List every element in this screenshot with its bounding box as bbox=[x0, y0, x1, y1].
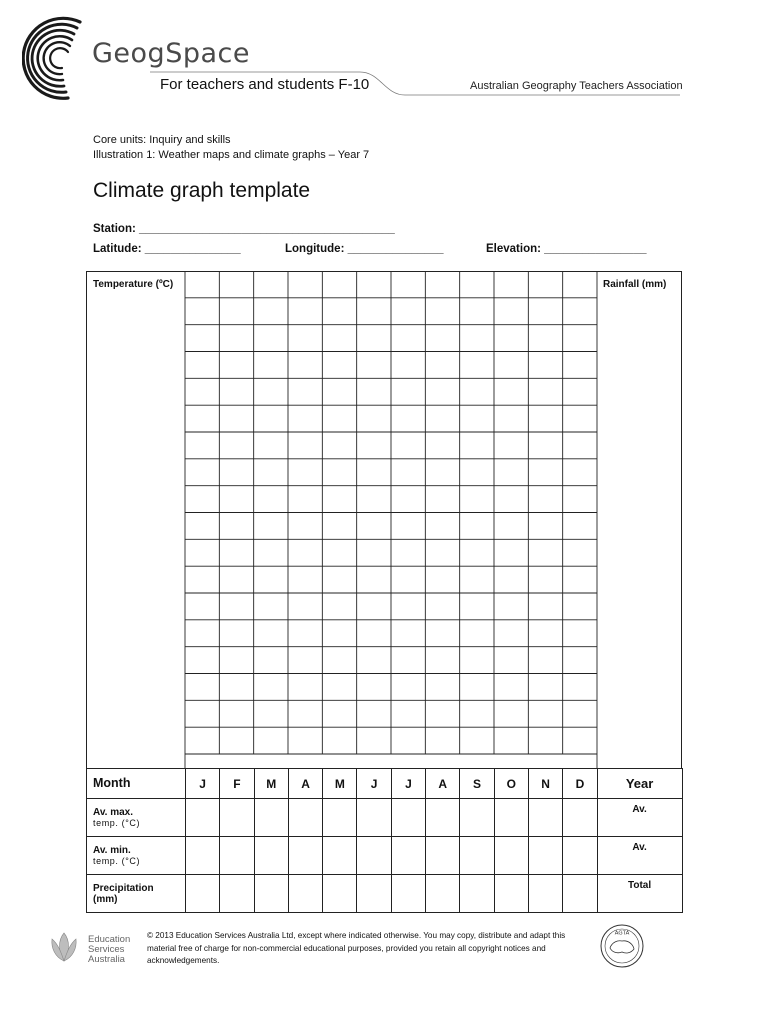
climate-data-table bbox=[86, 768, 683, 913]
data-entry-cell[interactable] bbox=[323, 837, 357, 875]
data-entry-cell[interactable] bbox=[220, 875, 254, 913]
month-cell: J bbox=[391, 769, 425, 799]
row-label-sub: temp. (°C) bbox=[93, 855, 141, 866]
data-entry-cell[interactable] bbox=[391, 875, 425, 913]
data-entry-cell[interactable] bbox=[460, 799, 494, 837]
data-entry-cell[interactable] bbox=[254, 875, 288, 913]
data-entry-cell[interactable] bbox=[528, 799, 562, 837]
row-label bbox=[87, 799, 186, 837]
geogspace-logo-icon bbox=[22, 14, 84, 102]
data-entry-cell[interactable] bbox=[220, 799, 254, 837]
data-entry-cell[interactable] bbox=[323, 875, 357, 913]
row-label-main: Precipitation bbox=[93, 882, 154, 894]
data-entry-cell[interactable] bbox=[288, 837, 322, 875]
station-field[interactable]: Station: ________________________________________ bbox=[93, 223, 395, 235]
data-entry-cell[interactable] bbox=[186, 799, 220, 837]
data-entry-cell[interactable] bbox=[323, 799, 357, 837]
month-cell: F bbox=[220, 769, 254, 799]
year-header: Year bbox=[597, 769, 682, 799]
row-label-main: Av. max. bbox=[93, 806, 134, 818]
data-entry-cell[interactable] bbox=[288, 799, 322, 837]
illustration-text: Illustration 1: Weather maps and climate graphs – Year 7 bbox=[93, 149, 370, 161]
av-max-temp-row bbox=[87, 799, 683, 837]
esa-line-1: Education bbox=[88, 934, 131, 945]
data-entry-cell[interactable] bbox=[563, 799, 597, 837]
month-cell: O bbox=[494, 769, 528, 799]
data-entry-cell[interactable] bbox=[426, 875, 460, 913]
month-cell: A bbox=[426, 769, 460, 799]
agta-seal-text: AGTA bbox=[614, 930, 630, 937]
av-min-temp-row bbox=[87, 837, 683, 875]
rainfall-axis-label: Rainfall (mm) bbox=[603, 279, 667, 290]
intro-block bbox=[93, 133, 369, 163]
latitude-field[interactable]: Latitude: _______________ bbox=[93, 243, 241, 255]
month-cell: M bbox=[254, 769, 288, 799]
data-entry-cell[interactable] bbox=[494, 837, 528, 875]
data-entry-cell[interactable] bbox=[254, 799, 288, 837]
data-entry-cell[interactable] bbox=[426, 837, 460, 875]
climate-graph-area bbox=[86, 271, 682, 769]
data-entry-cell[interactable] bbox=[528, 875, 562, 913]
core-units-text: Core units: Inquiry and skills bbox=[93, 134, 231, 146]
data-entry-cell[interactable] bbox=[186, 875, 220, 913]
row-label bbox=[87, 875, 186, 913]
year-summary-cell[interactable]: Av. bbox=[597, 837, 682, 875]
temperature-axis-label: Temperature (ºC) bbox=[93, 279, 174, 290]
data-entry-cell[interactable] bbox=[494, 875, 528, 913]
esa-line-2: Services bbox=[88, 944, 125, 955]
data-entry-cell[interactable] bbox=[254, 837, 288, 875]
row-label-sub: (mm) bbox=[93, 893, 118, 905]
esa-line-3: Australia bbox=[88, 954, 125, 965]
data-entry-cell[interactable] bbox=[460, 875, 494, 913]
data-entry-cell[interactable] bbox=[357, 875, 391, 913]
agta-seal-icon bbox=[598, 922, 646, 970]
year-summary-cell[interactable]: Total bbox=[597, 875, 682, 913]
brand-tagline: For teachers and students F-10 bbox=[160, 76, 370, 93]
data-entry-cell[interactable] bbox=[391, 799, 425, 837]
copyright-notice: © 2013 Education Services Australia Ltd, except where indicated otherwise. You may copy, distribute and adapt this material free of charge for non-commercial educational purposes, provided you retain all copyright notices and acknowledgements. bbox=[147, 931, 566, 965]
elevation-field[interactable]: Elevation: ________________ bbox=[486, 243, 647, 255]
row-label-sub: temp. (°C) bbox=[93, 817, 141, 828]
row-label bbox=[87, 837, 186, 875]
row-label-main: Av. min. bbox=[93, 844, 131, 856]
esa-logo-text bbox=[88, 935, 130, 965]
longitude-field[interactable]: Longitude: _______________ bbox=[285, 243, 444, 255]
association-name: Australian Geography Teachers Association bbox=[470, 80, 683, 92]
month-header: Month bbox=[87, 769, 186, 799]
month-header-row bbox=[87, 769, 683, 799]
data-entry-cell[interactable] bbox=[426, 799, 460, 837]
education-services-australia-logo-icon bbox=[47, 930, 81, 964]
data-entry-cell[interactable] bbox=[288, 875, 322, 913]
precipitation-row bbox=[87, 875, 683, 913]
brand-name: GeogSpace bbox=[92, 38, 250, 69]
data-entry-cell[interactable] bbox=[357, 799, 391, 837]
month-cell: M bbox=[323, 769, 357, 799]
data-entry-cell[interactable] bbox=[186, 837, 220, 875]
month-cell: J bbox=[186, 769, 220, 799]
data-entry-cell[interactable] bbox=[357, 837, 391, 875]
data-entry-cell[interactable] bbox=[528, 837, 562, 875]
month-cell: S bbox=[460, 769, 494, 799]
data-entry-cell[interactable] bbox=[563, 875, 597, 913]
data-entry-cell[interactable] bbox=[563, 837, 597, 875]
month-cell: J bbox=[357, 769, 391, 799]
month-cell: D bbox=[563, 769, 597, 799]
page-title: Climate graph template bbox=[93, 179, 311, 202]
data-entry-cell[interactable] bbox=[494, 799, 528, 837]
year-summary-cell[interactable]: Av. bbox=[597, 799, 682, 837]
data-entry-cell[interactable] bbox=[220, 837, 254, 875]
month-cell: A bbox=[288, 769, 322, 799]
data-entry-cell[interactable] bbox=[391, 837, 425, 875]
data-entry-cell[interactable] bbox=[460, 837, 494, 875]
month-cell: N bbox=[528, 769, 562, 799]
